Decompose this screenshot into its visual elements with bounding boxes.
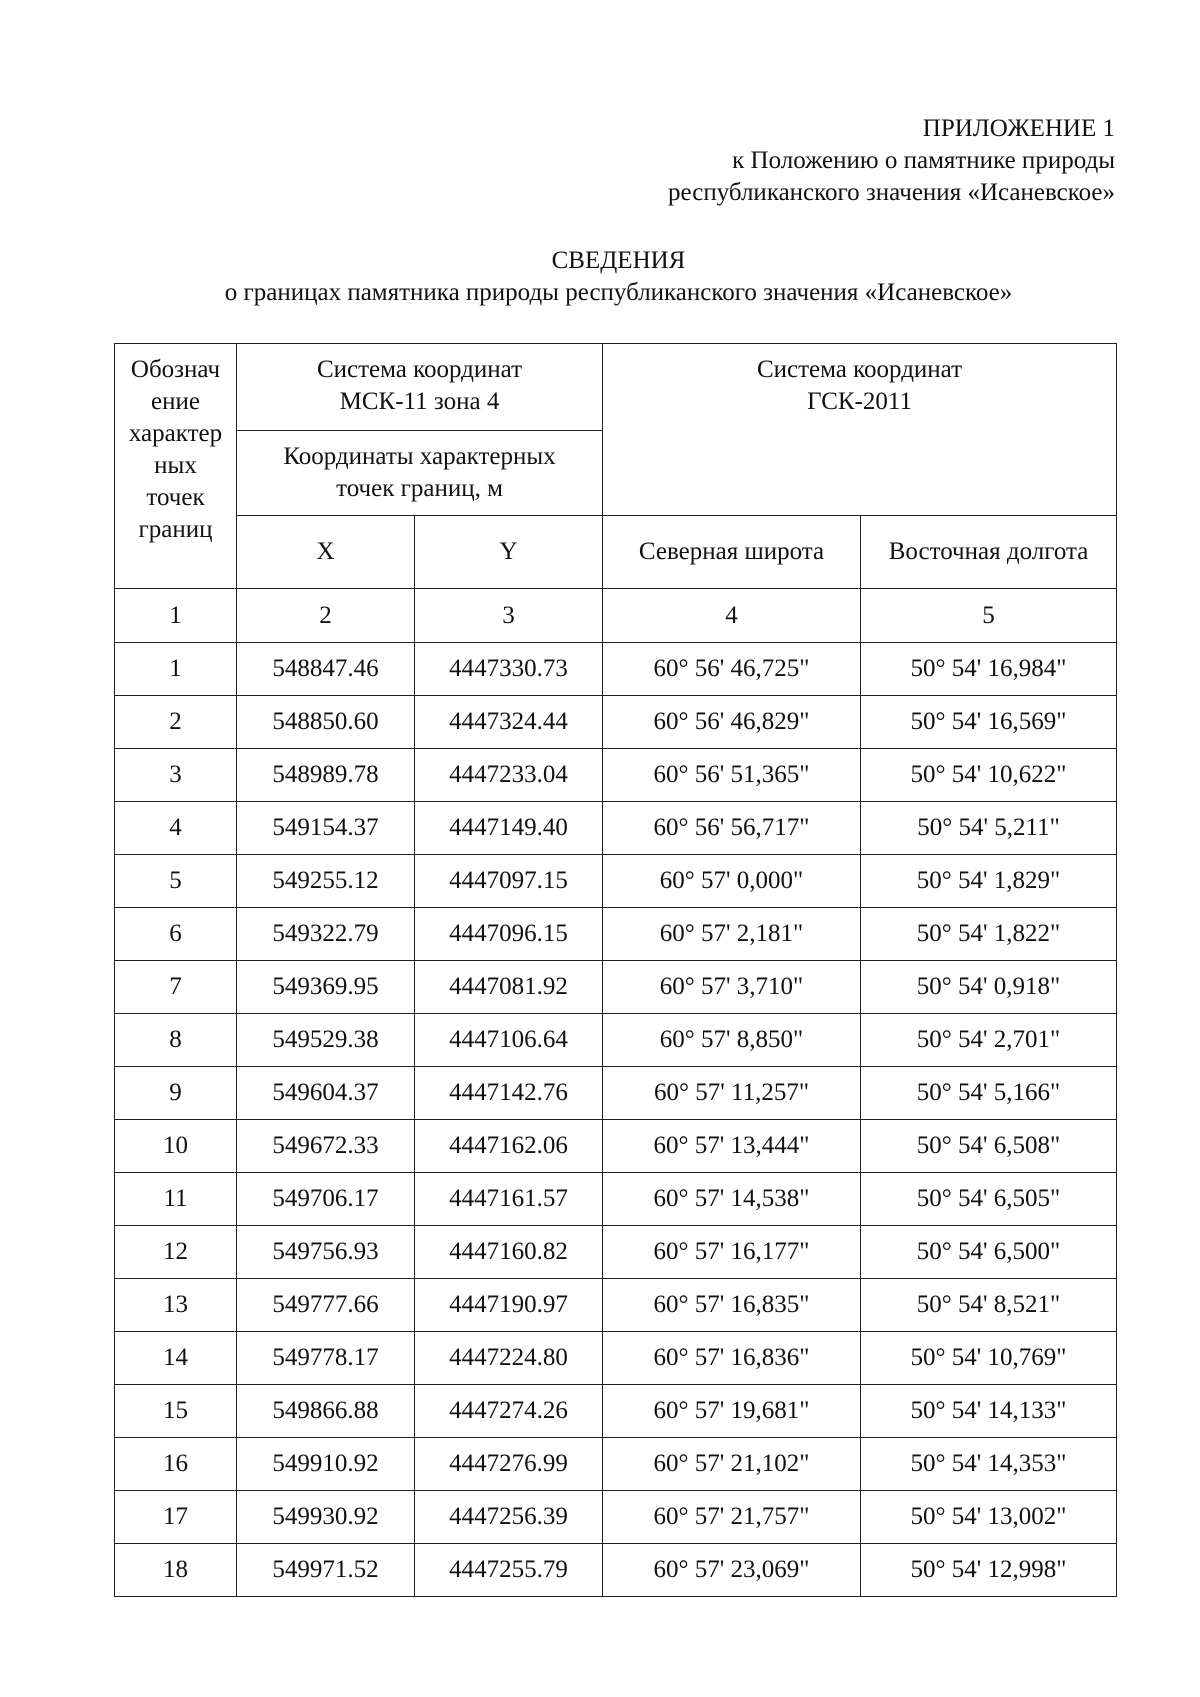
header-col-number: 1 — [115, 589, 237, 643]
cell-y: 4447142.76 — [415, 1067, 603, 1120]
table-row — [115, 855, 1117, 908]
cell-point-number: 5 — [115, 855, 237, 908]
cell-longitude: 50° 54' 10,769" — [861, 1332, 1117, 1385]
document-title: СВЕДЕНИЯ — [551, 247, 686, 274]
cell-y: 4447276.99 — [415, 1438, 603, 1491]
cell-x: 548850.60 — [237, 696, 415, 749]
cell-point-number: 14 — [115, 1332, 237, 1385]
cell-point-number: 17 — [115, 1491, 237, 1544]
cell-latitude: 60° 56' 46,829" — [603, 696, 861, 749]
table-row — [115, 1173, 1117, 1226]
cell-y: 4447097.15 — [415, 855, 603, 908]
cell-point-number: 3 — [115, 749, 237, 802]
cell-longitude: 50° 54' 1,822" — [861, 908, 1117, 961]
cell-point-number: 11 — [115, 1173, 237, 1226]
header-col-number: 5 — [861, 589, 1117, 643]
cell-x: 549255.12 — [237, 855, 415, 908]
table-row — [115, 643, 1117, 696]
cell-x: 549866.88 — [237, 1385, 415, 1438]
cell-x: 549756.93 — [237, 1226, 415, 1279]
cell-x: 549604.37 — [237, 1067, 415, 1120]
table-row — [115, 1491, 1117, 1544]
cell-point-number: 9 — [115, 1067, 237, 1120]
document-subtitle: о границах памятника природы республиканского значения «Исаневское» — [224, 279, 1013, 306]
header-latitude: Северная широта — [603, 516, 861, 589]
cell-longitude: 50° 54' 1,829" — [861, 855, 1117, 908]
cell-y: 4447224.80 — [415, 1332, 603, 1385]
cell-x: 548989.78 — [237, 749, 415, 802]
cell-x: 549154.37 — [237, 802, 415, 855]
table-row — [115, 1279, 1117, 1332]
cell-point-number: 13 — [115, 1279, 237, 1332]
cell-longitude: 50° 54' 16,984" — [861, 643, 1117, 696]
cell-longitude: 50° 54' 6,505" — [861, 1173, 1117, 1226]
cell-y: 4447081.92 — [415, 961, 603, 1014]
cell-y: 4447190.97 — [415, 1279, 603, 1332]
cell-x: 549369.95 — [237, 961, 415, 1014]
cell-latitude: 60° 57' 14,538" — [603, 1173, 861, 1226]
cell-y: 4447330.73 — [415, 643, 603, 696]
header-msk-system: Система координат МСК-11 зона 4 — [237, 344, 603, 431]
appendix-reference-name: республиканского значения «Исаневское» — [668, 179, 1115, 206]
cell-y: 4447233.04 — [415, 749, 603, 802]
cell-point-number: 10 — [115, 1120, 237, 1173]
cell-x: 549777.66 — [237, 1279, 415, 1332]
cell-point-number: 18 — [115, 1544, 237, 1597]
cell-longitude: 50° 54' 0,918" — [861, 961, 1117, 1014]
header-gsk-system: Система координат ГСК-2011 — [603, 344, 1117, 516]
header-col-number: 4 — [603, 589, 861, 643]
table-row — [115, 1438, 1117, 1491]
cell-point-number: 16 — [115, 1438, 237, 1491]
cell-latitude: 60° 56' 51,365" — [603, 749, 861, 802]
header-longitude: Восточная долгота — [861, 516, 1117, 589]
cell-longitude: 50° 54' 5,166" — [861, 1067, 1117, 1120]
table-row — [115, 1014, 1117, 1067]
cell-y: 4447149.40 — [415, 802, 603, 855]
appendix-title: ПРИЛОЖЕНИЕ 1 — [922, 115, 1115, 142]
cell-point-number: 1 — [115, 643, 237, 696]
cell-latitude: 60° 56' 46,725" — [603, 643, 861, 696]
table-row — [115, 1067, 1117, 1120]
cell-y: 4447106.64 — [415, 1014, 603, 1067]
cell-longitude: 50° 54' 5,211" — [861, 802, 1117, 855]
cell-latitude: 60° 57' 21,102" — [603, 1438, 861, 1491]
cell-longitude: 50° 54' 2,701" — [861, 1014, 1117, 1067]
cell-longitude: 50° 54' 6,500" — [861, 1226, 1117, 1279]
header-point-designation: Обознач ение характер ных точек границ — [115, 344, 237, 589]
cell-point-number: 2 — [115, 696, 237, 749]
table-row — [115, 1120, 1117, 1173]
cell-latitude: 60° 57' 13,444" — [603, 1120, 861, 1173]
cell-point-number: 6 — [115, 908, 237, 961]
cell-point-number: 15 — [115, 1385, 237, 1438]
cell-y: 4447162.06 — [415, 1120, 603, 1173]
table-row — [115, 1332, 1117, 1385]
table-body — [115, 643, 1117, 1597]
cell-latitude: 60° 57' 3,710" — [603, 961, 861, 1014]
cell-x: 549910.92 — [237, 1438, 415, 1491]
table-row — [115, 1544, 1117, 1597]
cell-x: 549971.52 — [237, 1544, 415, 1597]
header-x: X — [237, 516, 415, 589]
cell-latitude: 60° 57' 16,835" — [603, 1279, 861, 1332]
cell-y: 4447255.79 — [415, 1544, 603, 1597]
cell-x: 549930.92 — [237, 1491, 415, 1544]
cell-latitude: 60° 57' 11,257" — [603, 1067, 861, 1120]
cell-longitude: 50° 54' 13,002" — [861, 1491, 1117, 1544]
appendix-block — [668, 113, 1115, 209]
cell-y: 4447161.57 — [415, 1173, 603, 1226]
cell-y: 4447256.39 — [415, 1491, 603, 1544]
table-row — [115, 1385, 1117, 1438]
cell-y: 4447324.44 — [415, 696, 603, 749]
cell-x: 549706.17 — [237, 1173, 415, 1226]
cell-x: 548847.46 — [237, 643, 415, 696]
cell-latitude: 60° 57' 19,681" — [603, 1385, 861, 1438]
document-heading — [0, 245, 1200, 309]
table-row — [115, 749, 1117, 802]
cell-x: 549322.79 — [237, 908, 415, 961]
header-msk-subtitle: Координаты характерных точек границ, м — [237, 431, 603, 516]
cell-longitude: 50° 54' 10,622" — [861, 749, 1117, 802]
cell-longitude: 50° 54' 8,521" — [861, 1279, 1117, 1332]
cell-longitude: 50° 54' 12,998" — [861, 1544, 1117, 1597]
table-row — [115, 908, 1117, 961]
header-col-number: 2 — [237, 589, 415, 643]
cell-x: 549529.38 — [237, 1014, 415, 1067]
cell-longitude: 50° 54' 14,133" — [861, 1385, 1117, 1438]
cell-latitude: 60° 56' 56,717" — [603, 802, 861, 855]
cell-y: 4447274.26 — [415, 1385, 603, 1438]
cell-latitude: 60° 57' 8,850" — [603, 1014, 861, 1067]
cell-latitude: 60° 57' 23,069" — [603, 1544, 861, 1597]
cell-longitude: 50° 54' 14,353" — [861, 1438, 1117, 1491]
cell-point-number: 4 — [115, 802, 237, 855]
cell-latitude: 60° 57' 21,757" — [603, 1491, 861, 1544]
cell-point-number: 7 — [115, 961, 237, 1014]
cell-y: 4447096.15 — [415, 908, 603, 961]
table-row — [115, 696, 1117, 749]
cell-y: 4447160.82 — [415, 1226, 603, 1279]
header-y: Y — [415, 516, 603, 589]
cell-latitude: 60° 57' 16,836" — [603, 1332, 861, 1385]
table-row — [115, 802, 1117, 855]
cell-x: 549778.17 — [237, 1332, 415, 1385]
cell-latitude: 60° 57' 0,000" — [603, 855, 861, 908]
boundary-coordinates-table — [114, 343, 1117, 1597]
table-row — [115, 961, 1117, 1014]
cell-x: 549672.33 — [237, 1120, 415, 1173]
cell-point-number: 8 — [115, 1014, 237, 1067]
cell-point-number: 12 — [115, 1226, 237, 1279]
cell-latitude: 60° 57' 2,181" — [603, 908, 861, 961]
cell-latitude: 60° 57' 16,177" — [603, 1226, 861, 1279]
header-col-number: 3 — [415, 589, 603, 643]
table-row — [115, 1226, 1117, 1279]
cell-longitude: 50° 54' 16,569" — [861, 696, 1117, 749]
appendix-reference: к Положению о памятнике природы — [732, 147, 1115, 174]
cell-longitude: 50° 54' 6,508" — [861, 1120, 1117, 1173]
